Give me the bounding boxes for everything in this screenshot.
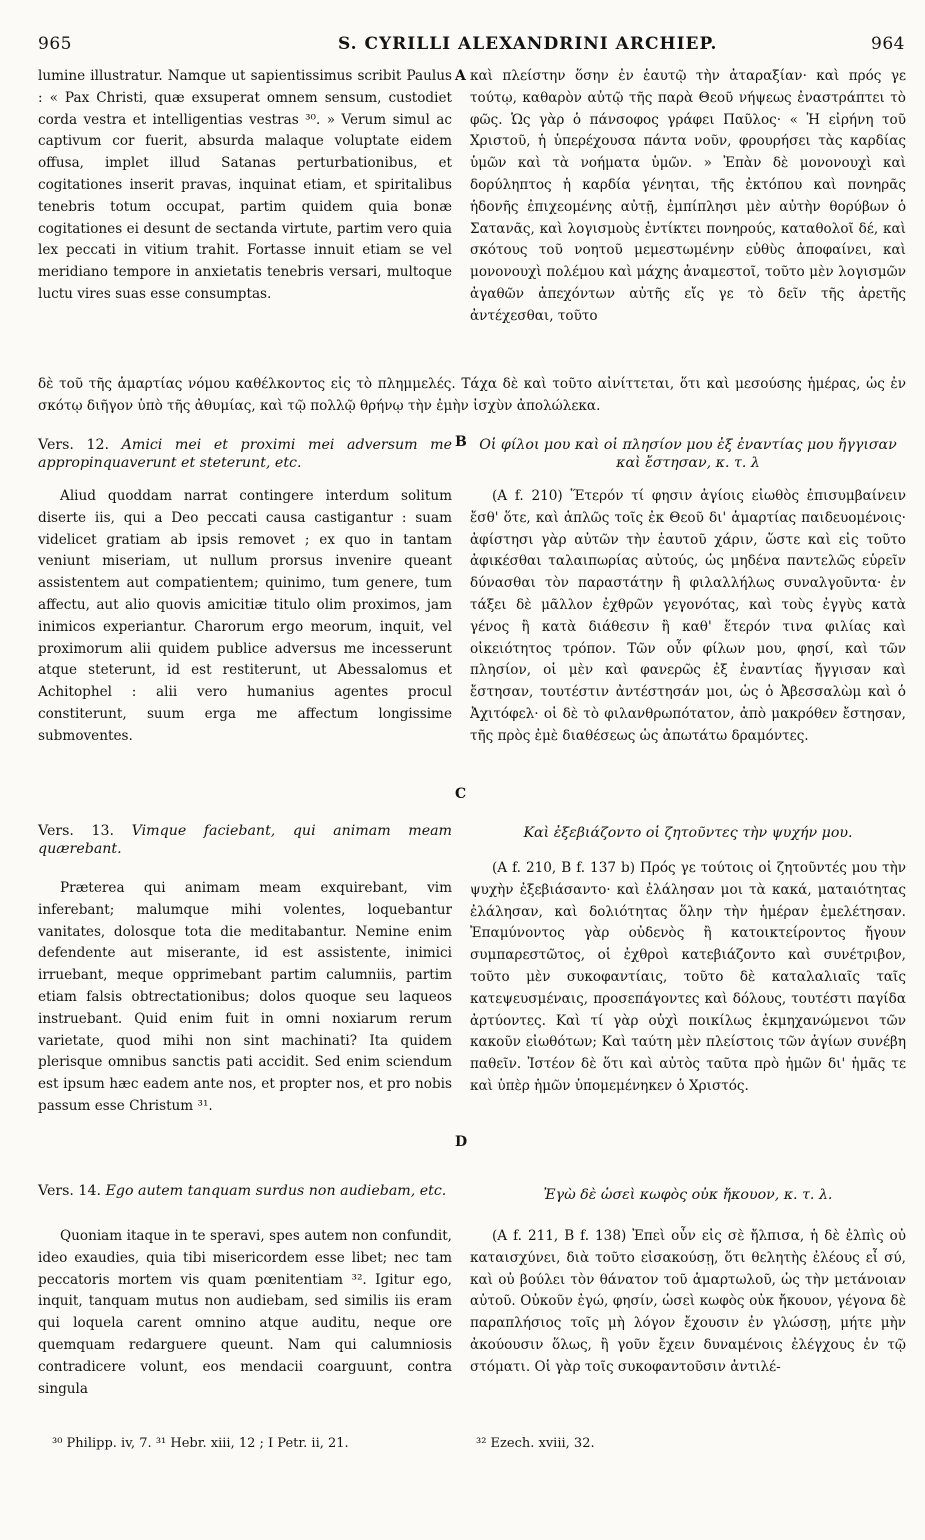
verse-text: Amici mei et proximi mei adversum me appropinquaverunt et steterunt, etc.: [38, 437, 453, 471]
verse-14-heading-latin: [38, 1182, 452, 1200]
footnotes-right: ³² Ezech. xviii, 32.: [476, 1436, 595, 1451]
greek-passage-2: (A f. 210) Ἕτερόν τί φησιν ἁγίοις εἰωθὸς ἐπισυμβαίνειν ἔσθ' ὅτε, καὶ ἁπλῶς τοῖς ἐκ Θεοῦ δι' ἁμαρτίας παιδευομένοις· ἀφίστησι γὰρ αὐτῶν τὴν ἑαυτοῦ χάριν, ὥστε καὶ εἰς τοῦτο ἀφικέσθαι ταλαιπωρίας αὐτούς, ὡς μηδένα παντελῶς εὑρεῖν δύνασθαι τὸν παραστάτην ἢ φιλαλλήλως συναλγοῦντα· ἐν τάξει δὲ μᾶλλον ἐχθρῶν γεγονότας, καὶ τοὺς ἐγγὺς κατὰ γένος ἢ κατὰ διάθεσιν ἢ καθ' ἕτερόν τινα φιλίας καὶ οἰκειότητος τρόπον. Τῶν οὖν φίλων μου, φησί, καὶ τῶν πλησίον, οἱ μὲν καὶ φανερῶς ἐξ ἐναντίας ἤγγισαν καὶ ἔστησαν, τουτέστιν ἀντέστησάν μοι, ὡς ὁ Ἀβεσσαλὼμ καὶ ὁ Ἀχιτόφελ· οἱ δὲ τὸ φιλανθρωπότατον, ἀπὸ μακρόθεν ἔστησαν, τῆς πρὸς ἐμὲ διαθέσεως ὡς ἀπωτάτω δραμόντες.: [470, 488, 906, 744]
verse-number: Vers. 13.: [38, 823, 115, 839]
verse-12-heading-greek: Οἱ φίλοι μου καὶ οἱ πλησίον μου ἐξ ἐναντίας μου ἤγγισαν καὶ ἔστησαν, κ. τ. λ: [479, 437, 897, 471]
margin-marker-a: A: [455, 68, 466, 84]
margin-marker-b: B: [455, 434, 467, 450]
verse-13-heading-greek: Καὶ ἐξεβιάζοντο οἱ ζητοῦντες τὴν ψυχήν μου.: [523, 825, 853, 841]
margin-marker-d: D: [455, 1134, 468, 1150]
latin-passage-1: lumine illustratur. Namque ut sapientissimus scribit Paulus : « Pax Christi, quæ exsuperat omnem sensum, custodiet corda vestra et intelligentias vestras ³⁰. » Verum simul ac captivum cor fuerit, absurda malaque voluptate eidem offusa, implet illud Satanas perturbationibus, et cogitationes inserit pravas, inquinat etiam, et spiritalibus tenebris totum occupat, partim quidem quia bonæ cogitationes ei desunt de sectanda virtute, partim vero quia lex peccati in vitium trahit. Fortasse innuit etiam se vel meridiano tempore in anxietatis tenebris versari, multoque luctu vires suas esse consumptas.: [38, 68, 452, 302]
verse-text: Vimque faciebant, qui animam meam quærebant.: [38, 823, 452, 857]
greek-passage-1: καὶ πλείστην ὅσην ἐν ἑαυτῷ τὴν ἀταραξίαν· καὶ πρός γε τούτῳ, καθαρὸν αὐτῷ τῆς παρὰ Θεοῦ νήψεως ἐναστράπτει τὸ φῶς. Ὡς γὰρ ὁ πάνσοφος γράφει Παῦλος· « Ἡ εἰρήνη τοῦ Χριστοῦ, ἡ ὑπερέχουσα πάντα νοῦν, φρουρήσει τὰς καρδίας ὑμῶν καὶ τὰ νοήματα ὑμῶν. » Ἐπὰν δὲ μονονουχὶ καὶ δορύληπτος ἡ καρδία γένηται, τῆς ἐκτόπου καὶ πονηρᾶς ἡδονῆς ἐπιχεομένης αὐτῇ, ἐμπίπλησι μὲν αὐτὴν θορύβων ὁ Σατανᾶς, καὶ λογισμοὺς ἐντίκτει πονηρούς, καταθολοῖ δέ, καὶ σκότους τοῦ νοητοῦ μεμεστωμένην εὐθὺς ἀποφαίνει, καὶ μονονουχὶ πολέμου καὶ μάχης ἀναμεστοῖ, τοῦτο μὲν λογισμῶν ἀγαθῶν ἀπεχόντων αὐτῆς εἴς γε τὸ δεῖν τῆς ἀρετῆς ἀντέχεσθαι, τοῦτο: [470, 68, 906, 324]
verse-14-heading-greek: Ἐγὼ δὲ ὡσεὶ κωφὸς οὐκ ἤκουον, κ. τ. λ.: [543, 1187, 833, 1203]
right-page-number: 964: [871, 34, 905, 54]
verse-text: Ego autem tanquam surdus non audiebam, etc.: [105, 1183, 447, 1199]
footnotes-left: ³⁰ Philipp. iv, 7. ³¹ Hebr. xiii, 12 ; I Petr. ii, 21.: [52, 1436, 349, 1451]
verse-12-heading-latin: [38, 436, 452, 472]
verse-number: Vers. 12.: [38, 437, 110, 453]
margin-marker-c: C: [455, 786, 467, 802]
verse-number: Vers. 14.: [38, 1183, 101, 1199]
latin-passage-2: Aliud quoddam narrat contingere interdum solitum diserte iis, qui a Deo peccati causa castigantur : suam videlicet gratiam ab ipsis removet ; ex quo in tantam veniunt miseriam, ut nullum prorsus invenire queant assistentem aut compatientem; quinimo, tum genere, tum affectu, aut alio quovis amicitiæ titulo olim proximos, jam inimicos experiantur. Charorum ergo meorum, inquit, vel proximorum alii quidem publice adversus me incesserunt atque steterunt, id est restiterunt, ut Abessalomus et Achitophel : alii vero humanius agentes procul constiterunt, suum erga me affectum longissime submoventes.: [38, 488, 452, 744]
latin-passage-4: Quoniam itaque in te speravi, spes autem non confundit, ideo exaudies, quia tibi misericordem esse libet; nec tam peccatoris mortem vis quam pœnitentiam ³². Igitur ego, inquit, tanquam mutus non audiebam, sed similis iis eram qui loquela carent omnino atque auditu, neque ore quemquam redarguere queunt. Nam qui calumniosis contradicere volunt, eos mendacii coarguunt, contra singula: [38, 1228, 452, 1397]
left-page-number: 965: [38, 34, 72, 54]
verse-13-heading-latin: [38, 822, 452, 858]
greek-passage-4: (A f. 211, B f. 138) Ἐπεὶ οὖν εἰς σὲ ἤλπισα, ἡ δὲ ἐλπὶς οὐ καταισχύνει, διὰ τοῦτο εἰσακούσῃ, ὅτι θελητὴς ἐλέους εἶ σύ, καὶ οὐ βούλει τὸν θάνατον τοῦ ἁμαρτωλοῦ, ὡς τὴν μετάνοιαν αὐτοῦ. Οὐκοῦν ἐγώ, φησίν, ὡσεὶ κωφὸς οὐκ ἤκουον, γέγονα δὲ παραπλήσιος τοῖς μὴ λόγον ἔχουσιν ἐν γλώσσῃ, μήτε μὴν ἀκούουσιν ὅλως, ἢ γοῦν ἔχειν δυναμένοις ἐλέγχους ἐν τῷ στόματι. Οἱ γὰρ τοῖς συκοφαντοῦσιν ἀντιλέ-: [470, 1228, 906, 1375]
greek-passage-3: (A f. 210, B f. 137 b) Πρός γε τούτοις οἱ ζητοῦντές μου τὴν ψυχὴν ἐξεβιάσαντο· καὶ ἐλάλησαν μοι τὰ κακά, ματαιότητας ἐλάλησαν, καὶ δολιότητας ὅλην τὴν ἡμέραν ἐμελέτησαν. Ἐπαμύνοντος γὰρ οὐδενὸς ἢ κατοικτείροντος ἤγουν συμπαρεστῶτος, οἱ ἐχθροὶ κατεβιάζοντο καὶ συνέτριβον, τοῦτο μὲν συκοφαντίαις, τοῦτο δὲ καταλαλιαῖς ταῖς κατεψευσμέναις, προσεπάγοντες καὶ δόλους, τουτέστι παγίδα ἀρτύοντες. Καὶ τί γὰρ οὐχὶ ποικίλως ἐκμηχανώμενοι τῶν κακοῦν εἰωθότων; Καὶ ταύτη μὲν πλείστοις τῶν ἁγίων συνέβη παθεῖν. Ἰστέον δὲ ὅτι καὶ αὐτὸς ταῦτα πρὸ ἡμῶν δι' ἡμᾶς τε καὶ ὑπὲρ ἡμῶν ὑπομεμένηκεν ὁ Χριστός.: [470, 860, 906, 1094]
greek-passage-1-continued: δὲ τοῦ τῆς ἁμαρτίας νόμου καθέλκοντος εἰς τὸ πλημμελές. Τάχα δὲ καὶ τοῦτο αἰνίττεται, ὅτι καὶ μεσούσης ἡμέρας, ὡς ἐν σκότῳ διῆγον ὑπὸ τῆς ἀθυμίας, καὶ τῷ πολλῷ θρήνῳ τὴν ἐμὴν ἰσχὺν ἀπολώλεκα.: [38, 376, 906, 414]
running-title: S. CYRILLI ALEXANDRINI ARCHIEP.: [338, 34, 718, 54]
latin-passage-3: Præterea qui animam meam exquirebant, vim inferebant; malumque mihi volentes, loquebantur vanitates, dolosque tota die meditabantur. Nemine enim defendente aut miserante, id est assistente, inimici irruebant, meque opprimebant partim calumniis, partim etiam falsis obtrectationibus; dolos quoque seu laqueos instruebant. Quid enim fuit in omni noxiarum rerum varietate, quod mihi non sint machinati? Ita quidem plerisque omnibus sanctis pati accidit. Sed enim sciendum est ipsum hæc eadem ante nos, et propter nos, et pro nobis passum esse Christum ³¹.: [38, 880, 452, 1114]
running-header: [38, 34, 905, 58]
